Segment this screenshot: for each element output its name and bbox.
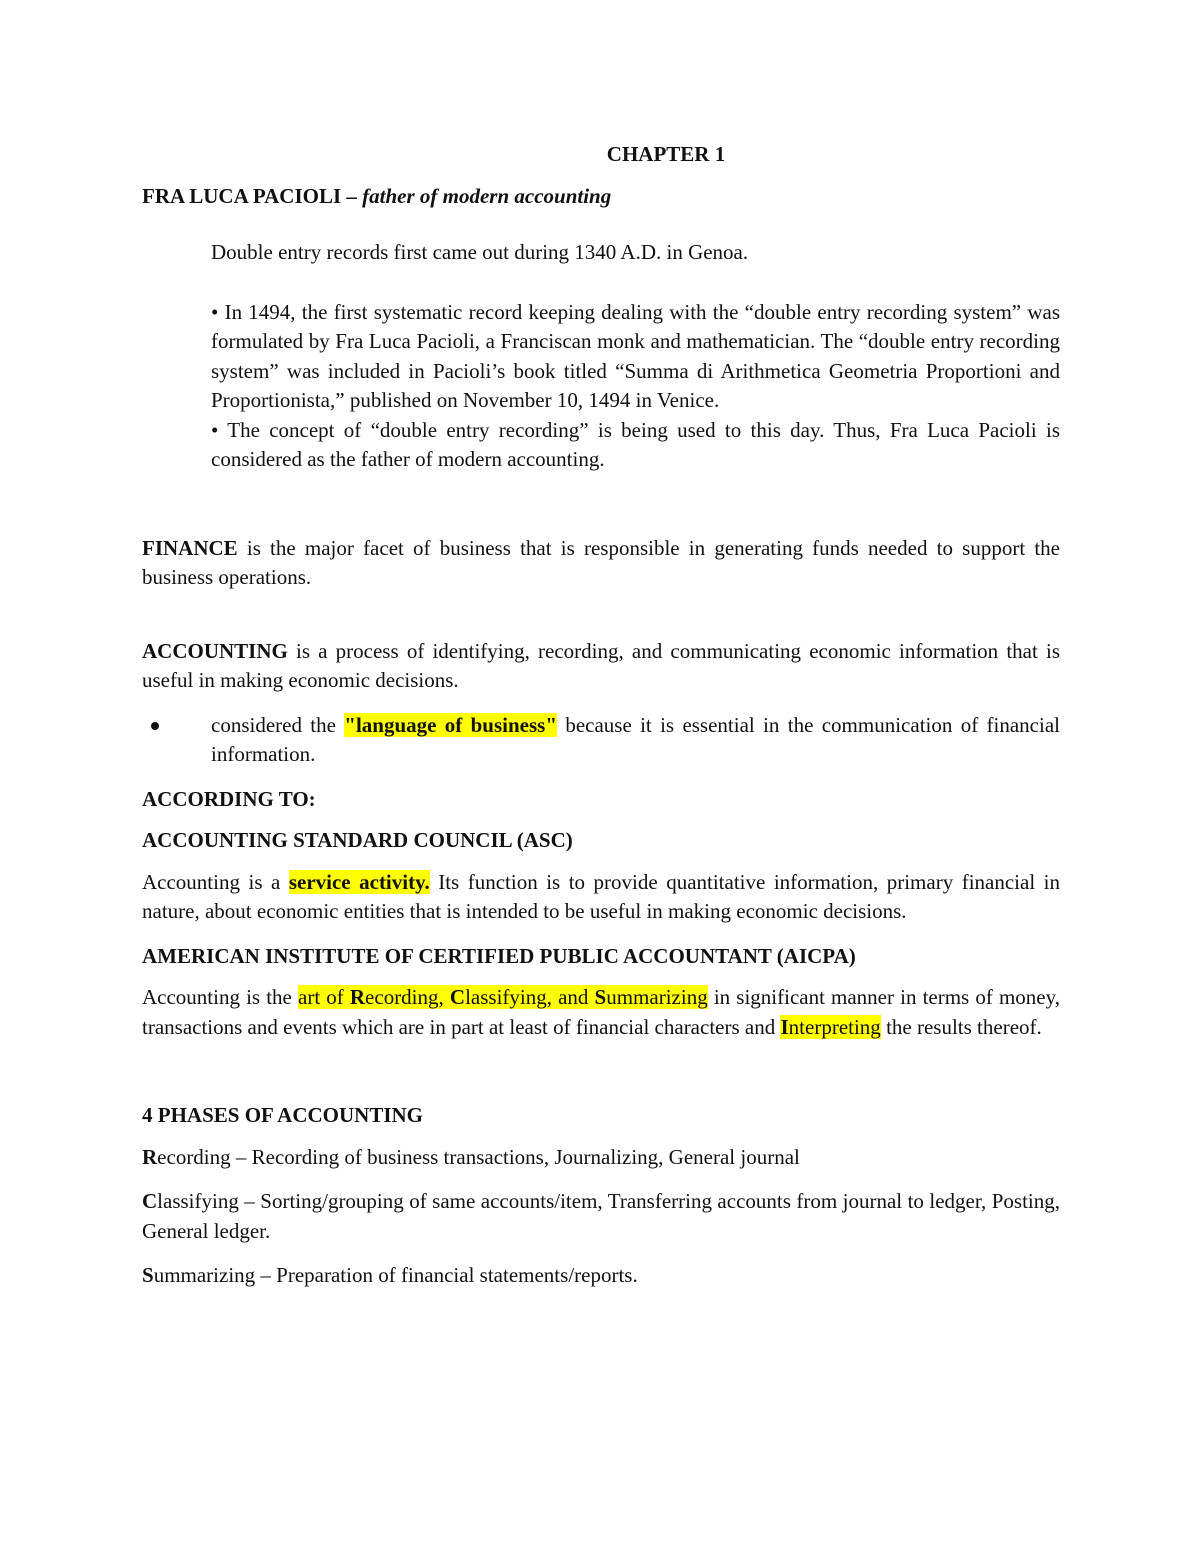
asc-pre: Accounting is a: [142, 869, 289, 894]
aicpa-heading: AMERICAN INSTITUTE OF CERTIFIED PUBLIC ACCOUNTANT (AICPA): [142, 943, 856, 968]
phase-description: – Recording of business transactions, Journalizing, General journal: [230, 1144, 800, 1169]
phases-heading: 4 PHASES OF ACCOUNTING: [142, 1103, 424, 1127]
aicpa-hl-s: S: [594, 985, 607, 1009]
chapter-title: CHAPTER 1: [606, 142, 726, 166]
accounting-bullet: [142, 711, 1060, 770]
accounting-text: is a process of identifying, recording, and communicating economic information that is useful in making economic decisions.: [142, 638, 1060, 692]
art-of-recording-highlight: [298, 985, 708, 1009]
phase-name-rest: lassifying: [157, 1189, 239, 1213]
language-of-business-highlight: "language of business": [344, 712, 557, 737]
pacioli-para1: • In 1494, the first systematic record keeping dealing with the “double entry recording system” was formulated by Fra Luca Pacioli, a Franciscan monk and mathematician. The “double entry recording system” was included in Pacioli’s book titled “Summa di Arithmetica Geometria Proportioni and Proportionista,” published on November 10, 1494 in Venice.: [211, 299, 1060, 412]
aicpa-hl-i: I: [780, 1014, 789, 1039]
aicpa-hl-recording: ecording,: [365, 985, 450, 1009]
asc-post: Its function is to provide quantitative information, primary financial in nature, about economic entities that is intended to be useful in making economic decisions.: [142, 869, 1061, 923]
document-page: [142, 140, 1060, 1291]
accounting-paragraph: [142, 637, 1060, 696]
pacioli-heading: [142, 182, 1060, 212]
bullet-post: because it is essential in the communication of financial information.: [211, 712, 1060, 766]
aicpa-hl-summarizing: ummarizing: [606, 985, 708, 1009]
aicpa-hl-art: art of: [298, 985, 350, 1009]
phase-item: [142, 1187, 1060, 1246]
phase-item: [142, 1261, 1060, 1291]
pacioli-subtitle: father of modern accounting: [362, 183, 612, 208]
aicpa-hl-interpreting: nterpreting: [788, 1014, 881, 1039]
aicpa-paragraph: [142, 983, 1060, 1042]
phase-description: – Preparation of financial statements/reports.: [255, 1263, 638, 1287]
aicpa-pre: Accounting is the: [142, 985, 298, 1009]
bullet-icon: [142, 711, 211, 770]
pacioli-para2: • The concept of “double entry recording” is being used to this day. Thus, Fra Luca Pacioli is considered as the father of modern accounting.: [211, 417, 1060, 471]
phase-name-rest: ummarizing: [153, 1263, 256, 1287]
asc-paragraph: [142, 868, 1060, 927]
aicpa-mid: in significant manner in terms of money, transactions and events which are in part at least of financial characters and: [142, 985, 1060, 1039]
bullet-pre: considered the: [211, 712, 345, 737]
finance-paragraph: [142, 534, 1060, 593]
pacioli-dash: –: [341, 183, 363, 208]
asc-heading: ACCOUNTING STANDARD COUNCIL (ASC): [142, 828, 573, 852]
pacioli-name: FRA LUCA PACIOLI: [142, 183, 342, 208]
aicpa-hl-classifying: lassifying, and: [465, 985, 595, 1009]
accounting-term: ACCOUNTING: [142, 638, 288, 663]
service-activity-highlight: service activity.: [288, 869, 430, 894]
phase-name-rest: ecording: [157, 1144, 231, 1169]
interpreting-highlight: [780, 1015, 880, 1039]
aicpa-hl-r: R: [349, 985, 366, 1009]
phase-initial: R: [142, 1144, 158, 1169]
aicpa-hl-c: C: [449, 985, 466, 1009]
aicpa-post: the results thereof.: [880, 1014, 1042, 1039]
accounting-bullet-text: [211, 711, 1060, 770]
phase-description: – Sorting/grouping of same accounts/item, Transferring accounts from journal to ledger, Posting, General ledger.: [142, 1189, 1060, 1243]
phase-item: [142, 1143, 1060, 1173]
phase-initial: C: [142, 1189, 158, 1213]
phase-initial: S: [142, 1263, 154, 1287]
finance-text: is the major facet of business that is responsible in generating funds needed to support the business operations.: [142, 535, 1060, 589]
pacioli-line1: Double entry records first came out during 1340 A.D. in Genoa.: [211, 240, 749, 264]
finance-term: FINANCE: [142, 535, 238, 560]
according-to-heading: ACCORDING TO:: [142, 786, 316, 811]
